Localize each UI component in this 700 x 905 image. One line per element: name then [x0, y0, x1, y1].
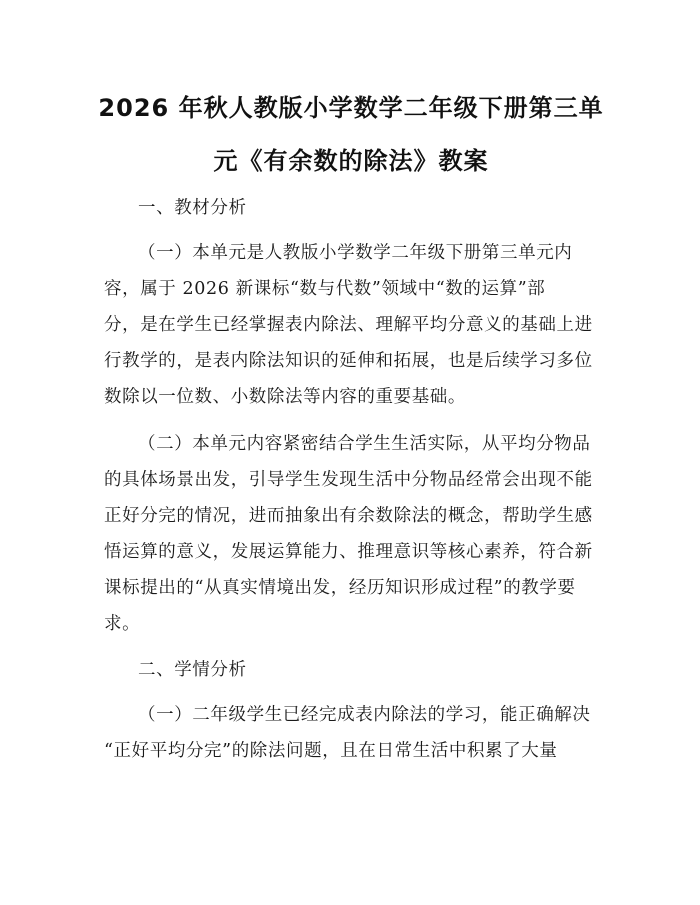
paragraph-1-line-1: （一）本单元是人教版小学数学二年级下册第三单元内: [138, 243, 573, 263]
paragraph-2-line-6: 求。: [104, 614, 141, 634]
paragraph-3-line-2: “正好平均分完”的除法问题，且在日常生活中积累了大量: [104, 741, 558, 761]
paragraph-1-line-5: 数除以一位数、小数除法等内容的重要基础。: [104, 387, 466, 407]
section-heading-materials: 一、教材分析: [138, 198, 247, 218]
section-heading-learners: 二、学情分析: [138, 660, 247, 680]
paragraph-2-line-4: 悟运算的意义，发展运算能力、推理意识等核心素养，符合新: [104, 542, 593, 562]
paragraph-1-line-2: 容，属于 2026 新课标“数与代数”领域中“数的运算”部: [104, 279, 546, 299]
paragraph-2-line-2: 的具体场景出发，引导学生发现生活中分物品经常会出现不能: [104, 470, 593, 490]
paragraph-2-line-1: （二）本单元内容紧密结合学生生活实际，从平均分物品: [138, 434, 591, 454]
paragraph-2-line-5: 课标提出的“从真实情境出发，经历知识形成过程”的教学要: [104, 578, 576, 598]
document-title-line-1: 2026 年秋人教版小学数学二年级下册第三单: [98, 94, 604, 122]
paragraph-1-line-4: 行教学的，是表内除法知识的延伸和拓展，也是后续学习多位: [104, 351, 593, 371]
paragraph-1-line-3: 分，是在学生已经掌握表内除法、理解平均分意义的基础上进: [104, 315, 593, 335]
paragraph-2-line-3: 正好分完的情况，进而抽象出有余数除法的概念，帮助学生感: [104, 506, 593, 526]
document-title-line-2: 元《有余数的除法》教案: [213, 147, 489, 175]
paragraph-3-line-1: （一）二年级学生已经完成表内除法的学习，能正确解决: [138, 705, 591, 725]
